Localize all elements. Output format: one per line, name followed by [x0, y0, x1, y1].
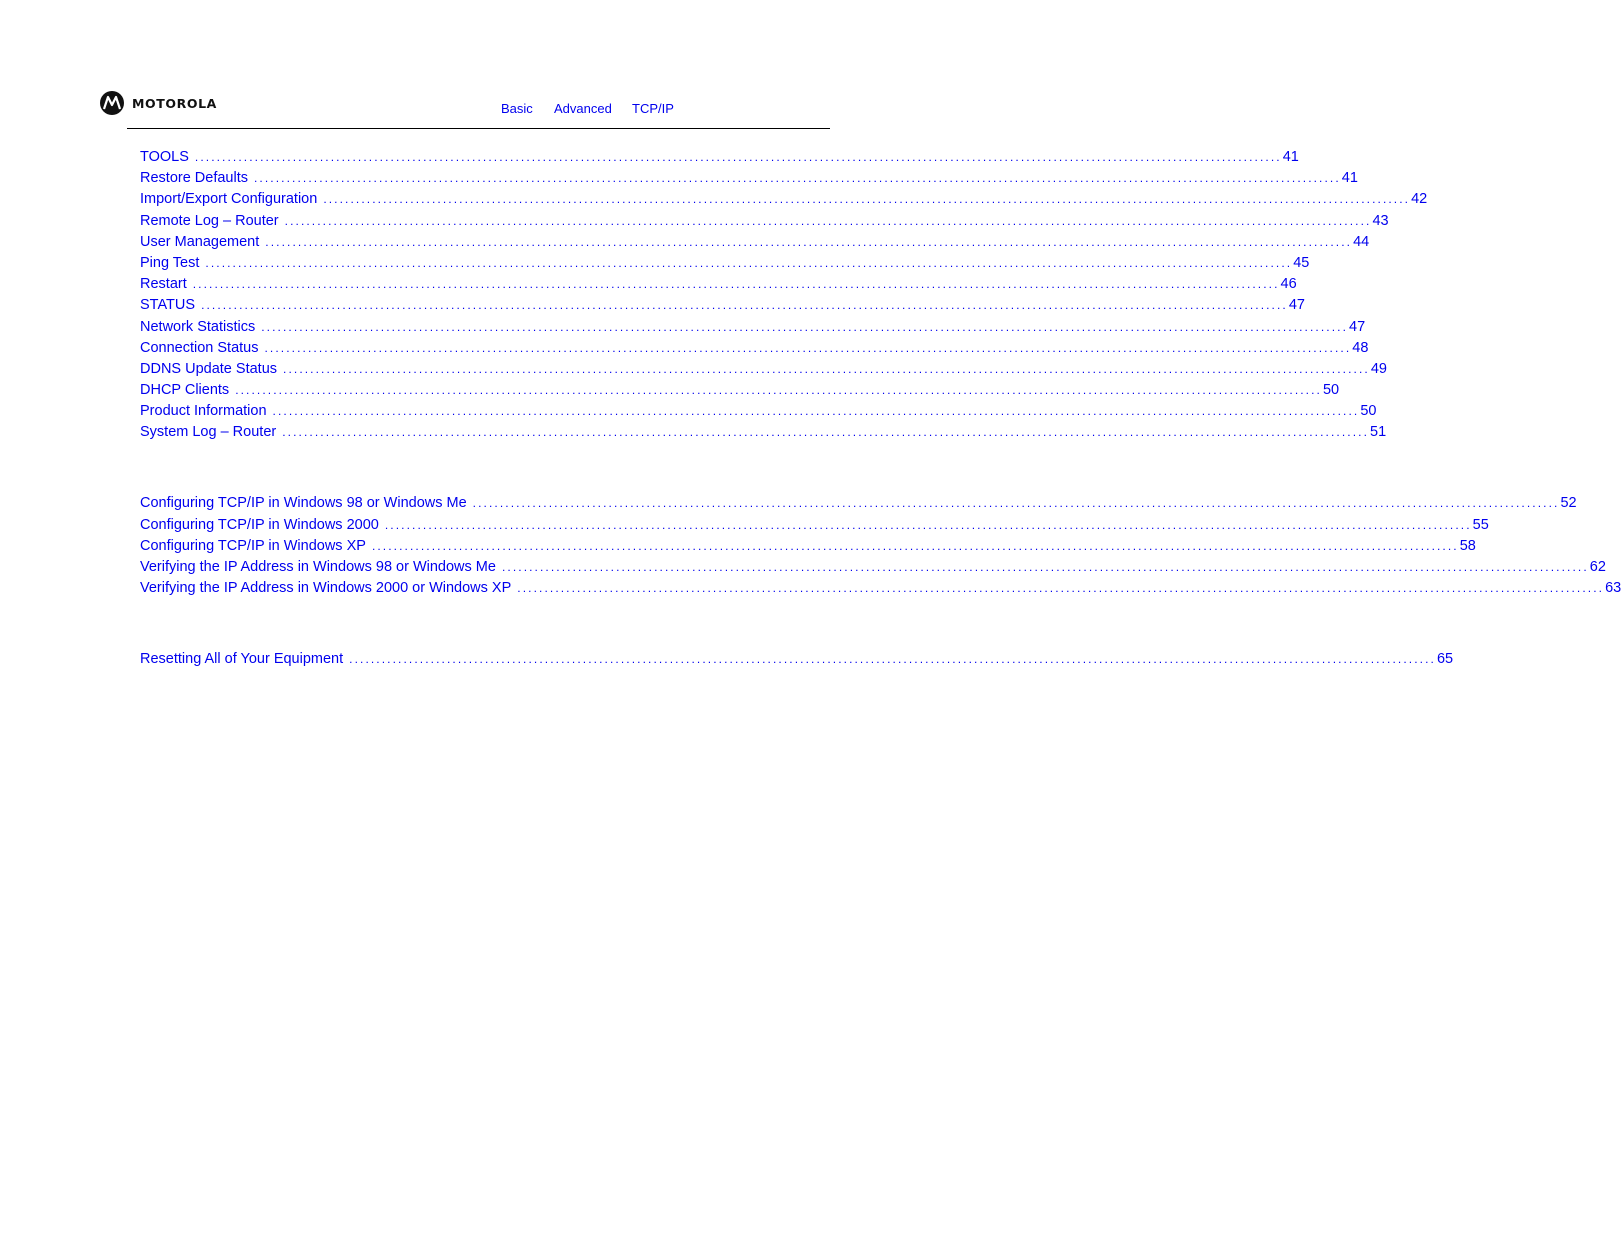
- toc-entry-page[interactable]: 51: [1370, 424, 1387, 441]
- toc-entry-title[interactable]: Configuring TCP/IP in Windows 98 or Windows Me: [140, 495, 467, 512]
- toc-entry-title[interactable]: DDNS Update Status: [140, 360, 278, 377]
- toc-entry-title[interactable]: DHCP Clients: [140, 382, 230, 399]
- toc-entry-page[interactable]: 42: [1411, 191, 1428, 208]
- toc-entry-title[interactable]: Configuring TCP/IP in Windows 2000: [140, 516, 379, 533]
- toc-dot-leader: ........................................................................................................................................................................................................: [235, 383, 1322, 398]
- toc-entry-page[interactable]: 44: [1353, 233, 1370, 250]
- toc-entry-page[interactable]: 45: [1293, 254, 1310, 271]
- toc-entry-page[interactable]: 62: [1589, 558, 1606, 575]
- toc-entry-page[interactable]: 41: [1341, 170, 1358, 187]
- toc-entry-title[interactable]: Network Statistics: [140, 318, 256, 335]
- toc-dot-leader: ........................................................................................................................................................................................................: [261, 319, 1349, 334]
- toc-entry-title[interactable]: Import/Export Configuration: [140, 191, 318, 208]
- toc-entry-page[interactable]: 55: [1472, 516, 1489, 533]
- toc-entry[interactable]: [140, 360, 1387, 382]
- toc-entry[interactable]: [140, 580, 1621, 601]
- toc-entry[interactable]: [140, 191, 1428, 212]
- toc-group-tcpip: [140, 495, 1621, 601]
- toc-entry[interactable]: [140, 318, 1366, 340]
- toc-dot-leader: ........................................................................................................................................................................................................: [254, 171, 1341, 186]
- toc-dot-leader: ........................................................................................................................................................................................................: [284, 213, 1372, 228]
- toc-entry-title[interactable]: Ping Test: [140, 254, 200, 271]
- toc-entry[interactable]: [140, 651, 1454, 672]
- toc-entry-page[interactable]: 50: [1360, 403, 1377, 420]
- header-nav: [0, 101, 954, 117]
- toc-group-tools-status: [140, 149, 1428, 446]
- toc-entry[interactable]: [140, 276, 1297, 297]
- toc-entry[interactable]: [140, 170, 1358, 191]
- toc-dot-leader: ........................................................................................................................................................................................................: [283, 361, 1370, 376]
- toc-entry[interactable]: [140, 516, 1489, 538]
- toc-entry-page[interactable]: 50: [1322, 382, 1340, 399]
- toc-dot-leader: ........................................................................................................................................................................................................: [371, 538, 1459, 553]
- toc-entry[interactable]: [140, 339, 1369, 361]
- toc-entry-title[interactable]: Verifying the IP Address in Windows 98 or Windows Me: [140, 558, 496, 575]
- header-divider: [127, 128, 830, 129]
- toc-entry-title[interactable]: Restart: [140, 276, 187, 293]
- toc-entry[interactable]: [140, 212, 1389, 234]
- toc-entry[interactable]: [140, 254, 1310, 276]
- toc-dot-leader: ........................................................................................................................................................................................................: [501, 559, 1589, 574]
- toc-entry-title[interactable]: Restore Defaults: [140, 170, 248, 187]
- toc-entry[interactable]: [140, 382, 1340, 403]
- toc-entry-page[interactable]: 41: [1282, 149, 1299, 165]
- toc-dot-leader: ........................................................................................................................................................................................................: [472, 496, 1560, 511]
- toc-entry[interactable]: [140, 403, 1377, 424]
- toc-dot-leader: ........................................................................................................................................................................................................: [349, 652, 1436, 667]
- toc-dot-leader: ........................................................................................................................................................................................................: [264, 340, 1352, 355]
- toc-entry-title[interactable]: Configuring TCP/IP in Windows XP: [140, 537, 366, 554]
- toc-entry[interactable]: [140, 537, 1476, 559]
- nav-link-basic[interactable]: Basic: [501, 101, 533, 116]
- toc-entry[interactable]: [140, 424, 1387, 445]
- toc-entry-page[interactable]: 47: [1288, 297, 1305, 314]
- toc-entry-page[interactable]: 58: [1459, 537, 1476, 554]
- toc-entry[interactable]: [140, 149, 1299, 170]
- toc-entry[interactable]: [140, 297, 1305, 318]
- toc-entry-page[interactable]: 47: [1349, 318, 1366, 335]
- toc-entry[interactable]: [140, 558, 1606, 580]
- brand-name: MOTOROLA: [132, 95, 217, 111]
- toc-entry[interactable]: [140, 495, 1577, 516]
- toc-dot-leader: ........................................................................................................................................................................................................: [205, 255, 1293, 270]
- toc-dot-leader: ........................................................................................................................................................................................................: [201, 298, 1288, 313]
- toc-entry-page[interactable]: 52: [1560, 495, 1577, 512]
- toc-entry[interactable]: [140, 233, 1370, 255]
- toc-dot-leader: ........................................................................................................................................................................................................: [272, 404, 1360, 419]
- toc-entry-title[interactable]: System Log – Router: [140, 424, 277, 441]
- toc-entry-page[interactable]: 46: [1280, 276, 1297, 293]
- nav-link-advanced[interactable]: Advanced: [554, 101, 612, 116]
- toc-entry-page[interactable]: 63: [1605, 580, 1621, 597]
- toc-entry-title[interactable]: Product Information: [140, 403, 267, 420]
- toc-dot-leader: ........................................................................................................................................................................................................: [194, 150, 1282, 164]
- nav-link-tcpip[interactable]: TCP/IP: [632, 101, 674, 116]
- toc-entry-page[interactable]: 49: [1370, 360, 1387, 377]
- toc-group-reset: [140, 651, 1454, 672]
- toc-dot-leader: ........................................................................................................................................................................................................: [517, 581, 1605, 596]
- toc-entry-title[interactable]: User Management: [140, 233, 260, 250]
- toc-dot-leader: ........................................................................................................................................................................................................: [192, 277, 1280, 292]
- toc-entry-page[interactable]: 43: [1372, 212, 1389, 229]
- toc-dot-leader: ........................................................................................................................................................................................................: [384, 517, 1472, 532]
- toc-group-spacer: [140, 601, 828, 651]
- toc-entry-title[interactable]: STATUS: [140, 297, 196, 314]
- table-of-contents: [140, 149, 1621, 672]
- toc-entry-page[interactable]: 65: [1436, 651, 1454, 668]
- toc-entry-title[interactable]: Connection Status: [140, 339, 259, 356]
- toc-entry-title[interactable]: Remote Log – Router: [140, 212, 279, 229]
- toc-dot-leader: ........................................................................................................................................................................................................: [323, 192, 1411, 207]
- page-header: [0, 0, 954, 130]
- toc-entry-title[interactable]: Resetting All of Your Equipment: [140, 651, 344, 668]
- toc-group-spacer: [140, 446, 828, 496]
- toc-dot-leader: ........................................................................................................................................................................................................: [265, 234, 1353, 249]
- toc-entry-title[interactable]: Verifying the IP Address in Windows 2000 or Windows XP: [140, 580, 512, 597]
- toc-entry-page[interactable]: 48: [1352, 339, 1369, 356]
- toc-dot-leader: ........................................................................................................................................................................................................: [282, 425, 1370, 440]
- toc-entry-title[interactable]: TOOLS: [140, 149, 189, 165]
